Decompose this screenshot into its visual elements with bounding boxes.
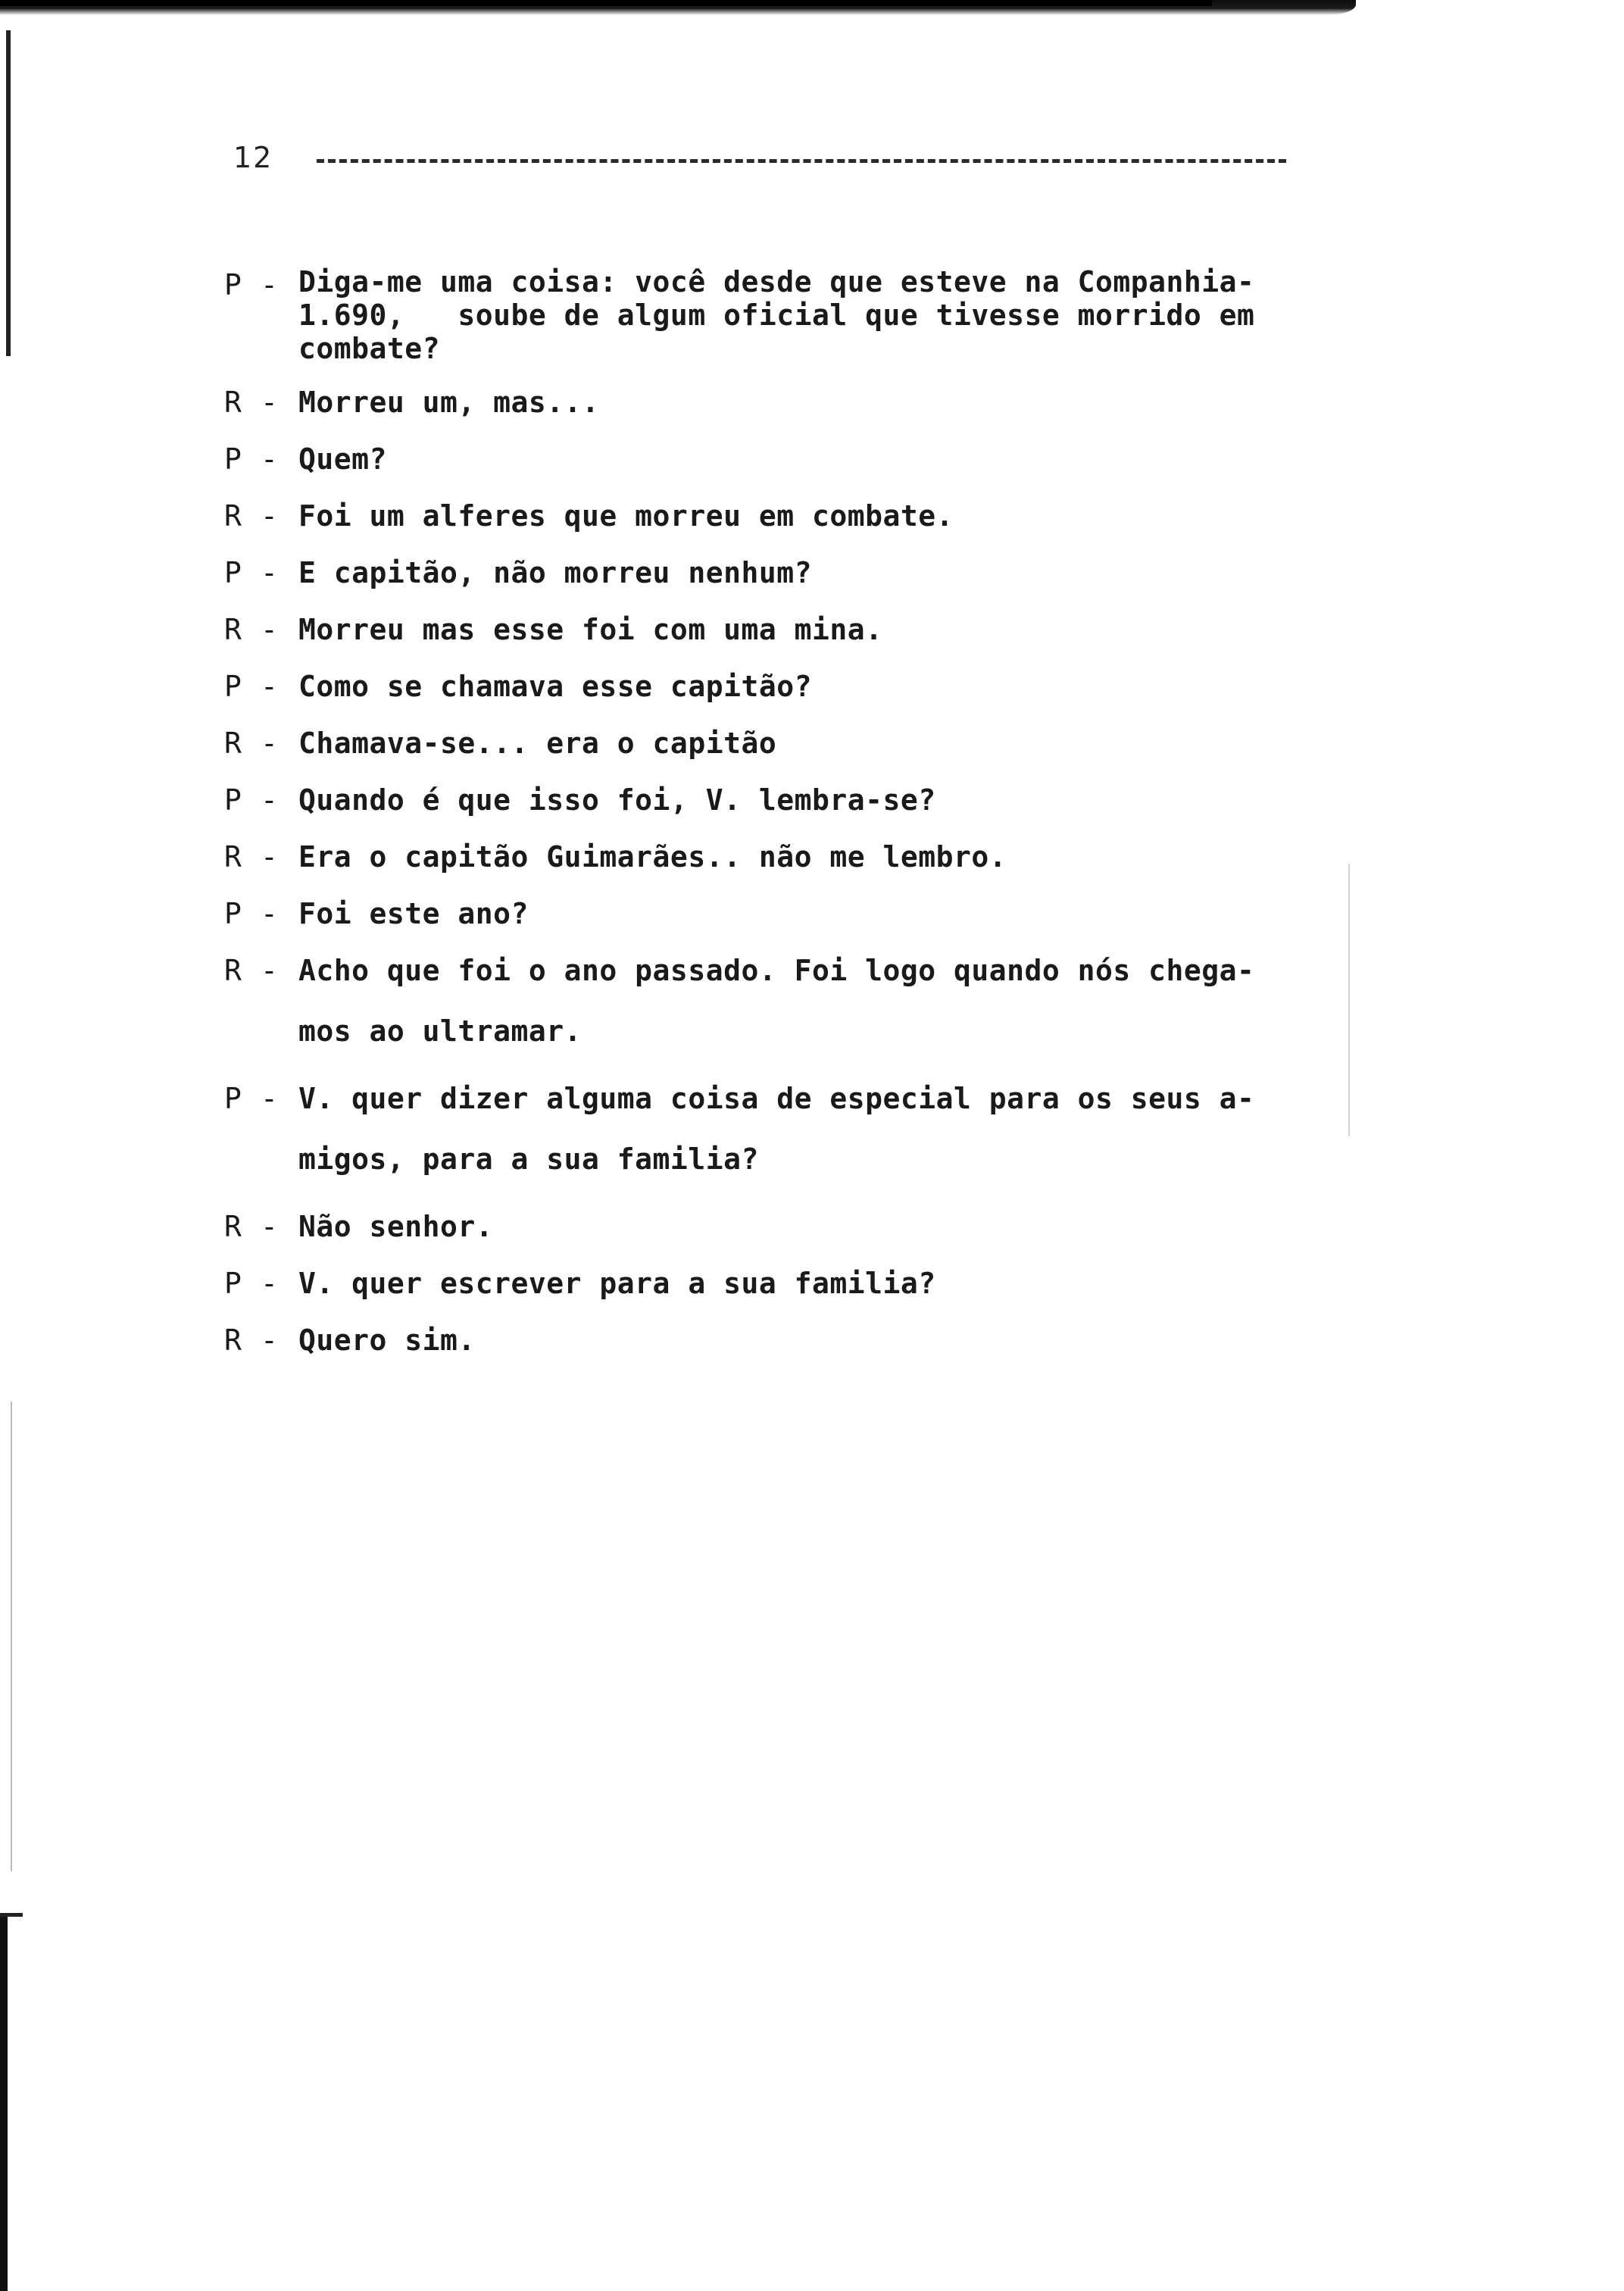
line-text: Como se chamava esse capitão? (298, 670, 812, 703)
line-text: Diga-me uma coisa: você desde que esteve na Companhia- 1.690, soube de algum oficial que tivesse morrido em combate? (298, 265, 1255, 365)
transcript-line (224, 610, 1300, 649)
transcript-line (224, 1079, 1300, 1189)
speaker-dash: - (261, 783, 278, 817)
speaker-dash: - (261, 613, 278, 646)
speaker-dash: - (261, 670, 278, 703)
speaker-dash: - (261, 897, 278, 930)
speaker-dash: - (261, 1210, 278, 1243)
transcript-line (224, 1321, 1300, 1360)
line-text: V. quer escrever para a sua familia? (298, 1267, 936, 1300)
transcript-line (224, 553, 1300, 592)
scan-left-edge-bottom (0, 1917, 8, 2291)
speaker-dash: - (261, 499, 278, 533)
line-text: Morreu mas esse foi com uma mina. (298, 613, 883, 646)
transcript-line (224, 383, 1300, 422)
transcript-line (224, 1207, 1300, 1246)
scan-left-thin-line (11, 1402, 12, 1871)
line-text: Não senhor. (298, 1210, 494, 1243)
line-text: V. quer dizer alguma coisa de especial para os seus a- migos, para a sua familia? (298, 1082, 1255, 1176)
speaker-dash: - (261, 386, 278, 419)
speaker-dash: - (261, 954, 278, 987)
speaker-label: P (224, 556, 242, 589)
line-text: Quando é que isso foi, V. lembra-se? (298, 783, 936, 817)
transcript-line (224, 1264, 1300, 1303)
transcript-line (224, 894, 1300, 933)
page-number: 12 (233, 141, 273, 174)
interview-transcript (224, 265, 1300, 1377)
line-text: Era o capitão Guimarães.. não me lembro. (298, 840, 1007, 874)
speaker-dash: - (261, 442, 278, 476)
speaker-label: P (224, 670, 242, 703)
header-rule (317, 159, 1286, 163)
speaker-dash: - (261, 268, 278, 302)
speaker-label: P (224, 442, 242, 476)
line-text: Quem? (298, 442, 387, 476)
speaker-label: R (224, 727, 242, 760)
line-text: Chamava-se... era o capitão (298, 727, 777, 760)
speaker-label: R (224, 386, 242, 419)
scan-left-edge (6, 30, 11, 356)
transcript-line (224, 439, 1300, 479)
speaker-label: R (224, 1324, 242, 1357)
speaker-label: R (224, 613, 242, 646)
speaker-label: R (224, 1210, 242, 1243)
speaker-dash: - (261, 556, 278, 589)
speaker-label: P (224, 1267, 242, 1300)
speaker-dash: - (261, 1267, 278, 1300)
transcript-line (224, 724, 1300, 763)
line-text: Acho que foi o ano passado. Foi logo quando nós chega- mos ao ultramar. (298, 954, 1255, 1048)
speaker-dash: - (261, 1324, 278, 1357)
speaker-label: P (224, 1082, 242, 1115)
speaker-label: P (224, 783, 242, 817)
speaker-dash: - (261, 840, 278, 874)
speaker-dash: - (261, 1082, 278, 1115)
transcript-line (224, 837, 1300, 877)
line-text: Foi este ano? (298, 897, 529, 930)
speaker-label: R (224, 499, 242, 533)
speaker-label: R (224, 954, 242, 987)
line-text: E capitão, não morreu nenhum? (298, 556, 812, 589)
speaker-dash: - (261, 727, 278, 760)
transcript-line (224, 951, 1300, 1061)
speaker-label: R (224, 840, 242, 874)
transcript-line (224, 265, 1300, 365)
speaker-label: P (224, 268, 242, 302)
transcript-line (224, 496, 1300, 536)
transcript-line (224, 667, 1300, 706)
scan-top-edge-dark (0, 0, 1212, 6)
page-header (233, 136, 1286, 182)
line-text: Morreu um, mas... (298, 386, 600, 419)
transcript-line (224, 780, 1300, 820)
scan-right-thin-line (1348, 864, 1350, 1136)
line-text: Quero sim. (298, 1324, 476, 1357)
line-text: Foi um alferes que morreu em combate. (298, 499, 954, 533)
speaker-label: P (224, 897, 242, 930)
